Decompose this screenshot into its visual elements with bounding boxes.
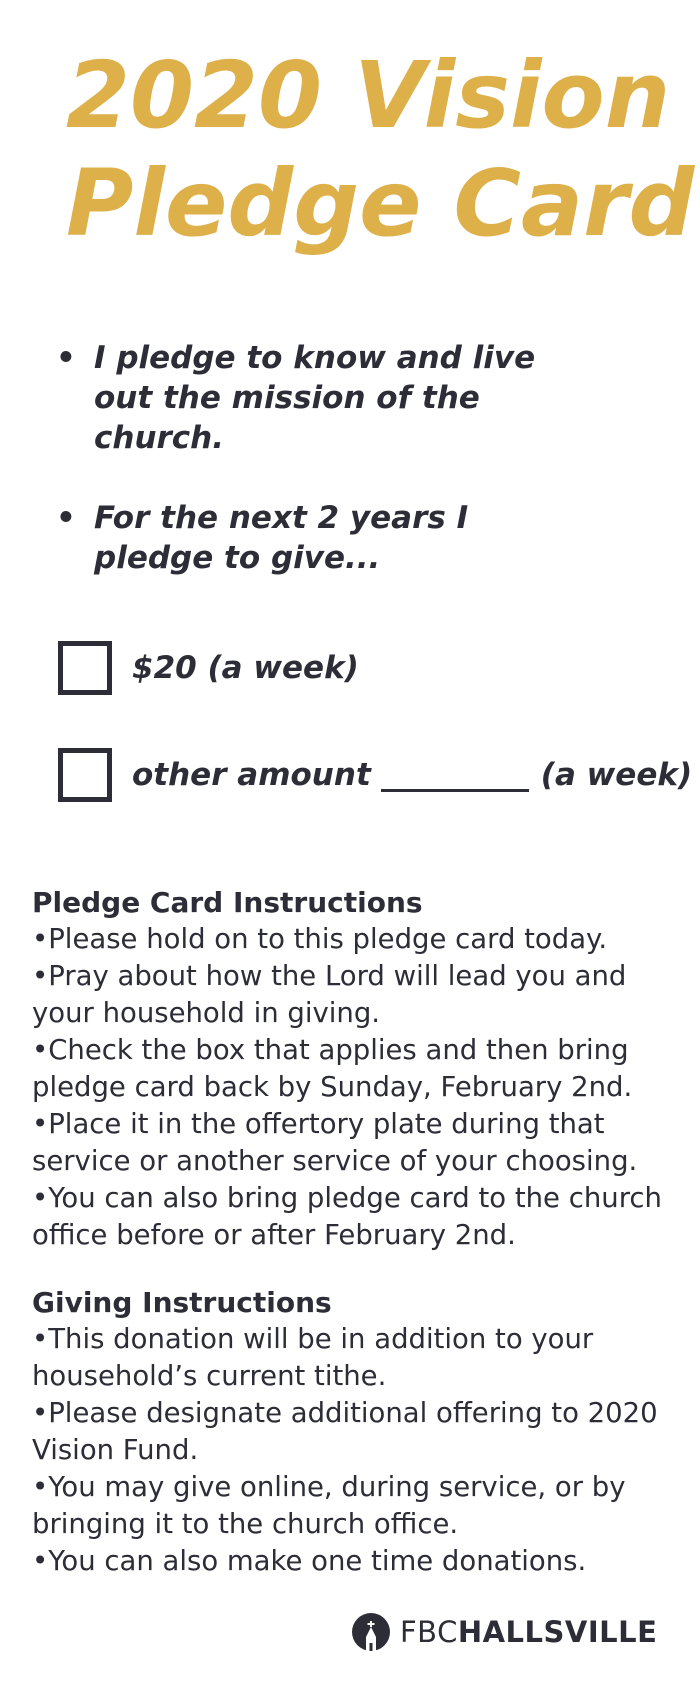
instruction-line: •Please hold on to this pledge card today. [32, 923, 608, 955]
giving-instructions-heading: Giving Instructions [32, 1286, 332, 1319]
instruction-line: •You can also bring pledge card to the church [32, 1182, 662, 1214]
logo-name: HALLSVILLE [457, 1615, 658, 1649]
giving-line: •This donation will be in addition to your [32, 1323, 594, 1355]
statement-line: church. [94, 420, 225, 456]
statement-line: I pledge to know and live [94, 340, 536, 376]
giving-line: household’s current tithe. [32, 1360, 387, 1392]
option-20-weekly [58, 641, 359, 695]
card-title [66, 42, 695, 258]
giving-line: •You may give online, during service, or by [32, 1471, 626, 1503]
pledge-statement-mission [56, 338, 656, 458]
instruction-line: service or another service of your choosing. [32, 1145, 638, 1177]
title-line-1: 2020 Vision [66, 42, 671, 149]
logo-prefix: FBC [400, 1615, 458, 1649]
fbc-hallsville-logo [352, 1612, 657, 1652]
checkbox-other-amount[interactable] [58, 748, 112, 802]
giving-line: •Please designate additional offering to 2020 [32, 1397, 658, 1429]
pledge-statement-give [56, 498, 656, 578]
instruction-line: •Pray about how the Lord will lead you and [32, 960, 627, 992]
bullet-dot: • [56, 500, 76, 536]
option-other-amount [58, 748, 692, 802]
church-steeple-icon [352, 1613, 390, 1651]
option-other-suffix: (a week) [540, 757, 693, 793]
statement-line: For the next 2 years I [94, 500, 469, 536]
instruction-line: office before or after February 2nd. [32, 1219, 516, 1251]
title-line-2: Pledge Card [66, 150, 695, 257]
giving-line: •You can also make one time donations. [32, 1545, 587, 1577]
logo-text [400, 1615, 657, 1649]
statement-line: out the mission of the [94, 380, 480, 416]
instruction-line: •Place it in the offertory plate during that [32, 1108, 605, 1140]
pledge-instructions-heading: Pledge Card Instructions [32, 886, 423, 919]
instruction-line: •Check the box that applies and then bring [32, 1034, 629, 1066]
option-20-label: $20 (a week) [132, 650, 359, 686]
instruction-line: your household in giving. [32, 997, 381, 1029]
pledge-statements [56, 338, 656, 578]
giving-line: Vision Fund. [32, 1434, 199, 1466]
giving-instructions [32, 1284, 692, 1580]
option-other-label: other amount [132, 757, 371, 793]
checkbox-20-weekly[interactable] [58, 641, 112, 695]
instruction-line: pledge card back by Sunday, February 2nd. [32, 1071, 633, 1103]
bullet-dot: • [56, 340, 76, 376]
amount-blank-line[interactable] [381, 759, 529, 792]
statement-line: pledge to give... [94, 540, 381, 576]
pledge-card-instructions [32, 884, 692, 1254]
giving-line: bringing it to the church office. [32, 1508, 459, 1540]
